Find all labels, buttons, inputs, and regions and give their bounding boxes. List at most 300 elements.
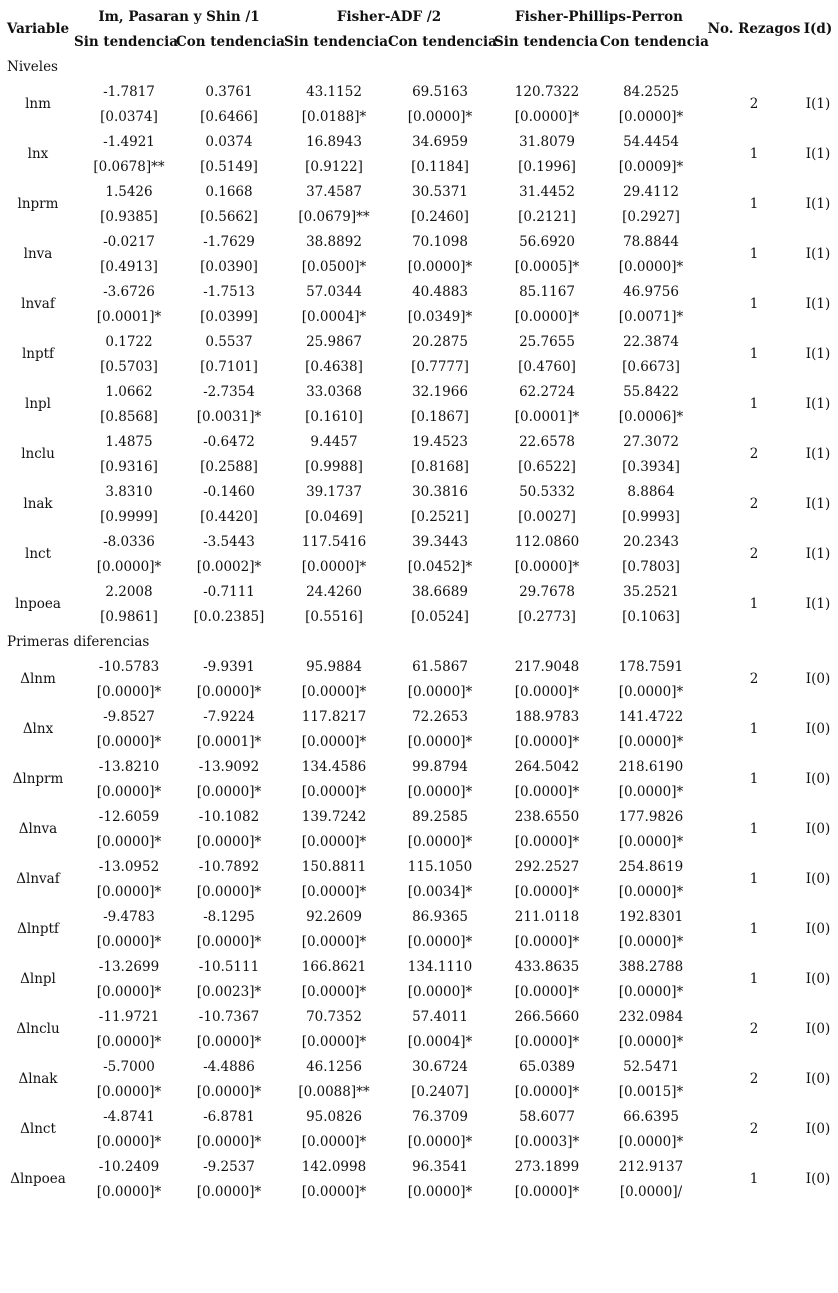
stat-value: 20.2343 xyxy=(623,534,679,550)
stat-value: 40.4883 xyxy=(412,284,468,300)
variable-name: Δlnm xyxy=(20,671,56,687)
stat-value: -10.5111 xyxy=(198,959,260,975)
p-value: [0.0000]* xyxy=(301,934,367,950)
stat-value: 56.6920 xyxy=(519,234,575,250)
p-value: [0.0000]* xyxy=(514,784,580,800)
stat-value: 70.1098 xyxy=(412,234,468,250)
stat-value: 62.2724 xyxy=(519,384,575,400)
p-value: [0.5149] xyxy=(200,159,258,175)
stat-value: 61.5867 xyxy=(412,659,468,675)
stat-value: 9.4457 xyxy=(310,434,358,450)
p-value: [0.0679]** xyxy=(298,209,370,225)
variable-name: Δlnclu xyxy=(16,1021,60,1037)
stat-value: -13.0952 xyxy=(98,859,160,875)
p-value: [0.0000]* xyxy=(96,1184,162,1200)
stat-value: 25.9867 xyxy=(306,334,362,350)
section-label: Primeras diferencias xyxy=(7,634,150,650)
order-value: I(0) xyxy=(805,971,831,987)
order-value: I(0) xyxy=(805,1021,831,1037)
lags-value: 1 xyxy=(749,146,759,162)
p-value: [0.9316] xyxy=(100,459,158,475)
stat-value: -11.9721 xyxy=(98,1009,160,1025)
stat-value: 58.6077 xyxy=(519,1109,575,1125)
p-value: [0.4638] xyxy=(305,359,363,375)
order-header: I(d) xyxy=(803,21,833,37)
p-value: [0.0390] xyxy=(200,259,258,275)
p-value: [0.0000]* xyxy=(618,884,684,900)
stat-value: 65.0389 xyxy=(519,1059,575,1075)
p-value: [0.1867] xyxy=(411,409,469,425)
stat-value: 1.5426 xyxy=(105,184,153,200)
order-value: I(1) xyxy=(805,146,831,162)
stat-value: 38.8892 xyxy=(306,234,362,250)
stat-value: 39.1737 xyxy=(306,484,362,500)
p-value: [0.0000]* xyxy=(96,934,162,950)
variable-name: lnpoea xyxy=(15,596,61,612)
stat-value: 92.2609 xyxy=(306,909,362,925)
p-value: [0.6673] xyxy=(622,359,680,375)
stat-value: 99.8794 xyxy=(412,759,468,775)
stat-value: 30.5371 xyxy=(412,184,468,200)
p-value: [0.0000]/ xyxy=(619,1184,683,1200)
stat-value: 25.7655 xyxy=(519,334,575,350)
variable-name: Δlnak xyxy=(18,1071,58,1087)
variable-name: lnclu xyxy=(21,446,55,462)
lags-header: No. Rezagos xyxy=(707,21,801,37)
stat-value: 30.6724 xyxy=(412,1059,468,1075)
lags-value: 1 xyxy=(749,871,759,887)
p-value: [0.0000]* xyxy=(618,1034,684,1050)
p-value: [0.0188]* xyxy=(301,109,367,125)
ips-con-tendencia-header: Con tendencia xyxy=(176,34,285,50)
stat-value: 33.0368 xyxy=(306,384,362,400)
p-value: [0.1996] xyxy=(518,159,576,175)
p-value: [0.5516] xyxy=(305,609,363,625)
p-value: [0.0004]* xyxy=(301,309,367,325)
stat-value: 39.3443 xyxy=(412,534,468,550)
p-value: [0.0000]* xyxy=(514,309,580,325)
p-value: [0.3934] xyxy=(622,459,680,475)
stat-value: 46.1256 xyxy=(306,1059,362,1075)
variable-name: lnak xyxy=(23,496,53,512)
stat-value: -3.6726 xyxy=(103,284,155,300)
p-value: [0.0000]* xyxy=(514,1034,580,1050)
p-value: [0.0000]* xyxy=(96,1084,162,1100)
p-value: [0.0002]* xyxy=(196,559,262,575)
stat-value: 166.8621 xyxy=(301,959,367,975)
stat-value: 30.3816 xyxy=(412,484,468,500)
p-value: [0.0678]** xyxy=(93,159,165,175)
stat-value: 96.3541 xyxy=(412,1159,468,1175)
p-value: [0.0015]* xyxy=(618,1084,684,1100)
p-value: [0.9993] xyxy=(622,509,680,525)
p-value: [0.0000]* xyxy=(618,1134,684,1150)
order-value: I(0) xyxy=(805,771,831,787)
lags-value: 2 xyxy=(749,1071,759,1087)
variable-name: Δlnprm xyxy=(12,771,64,787)
p-value: [0.5662] xyxy=(200,209,258,225)
stat-value: 31.8079 xyxy=(519,134,575,150)
stat-value: 70.7352 xyxy=(306,1009,362,1025)
p-value: [0.2588] xyxy=(200,459,258,475)
variable-name: lnct xyxy=(25,546,51,562)
stat-value: -5.7000 xyxy=(103,1059,155,1075)
p-value: [0.0000]* xyxy=(407,984,473,1000)
stat-value: 0.1668 xyxy=(205,184,253,200)
stat-value: 76.3709 xyxy=(412,1109,468,1125)
p-value: [0.0000]* xyxy=(514,559,580,575)
p-value: [0.0000]* xyxy=(96,834,162,850)
order-value: I(1) xyxy=(805,296,831,312)
p-value: [0.0000]* xyxy=(618,784,684,800)
p-value: [0.0000]* xyxy=(196,884,262,900)
p-value: [0.2773] xyxy=(518,609,576,625)
lags-value: 2 xyxy=(749,546,759,562)
stat-value: -13.8210 xyxy=(98,759,160,775)
variable-name: lnvaf xyxy=(21,296,55,312)
stat-value: 217.9048 xyxy=(514,659,580,675)
p-value: [0.0000]* xyxy=(407,834,473,850)
order-value: I(0) xyxy=(805,1121,831,1137)
p-value: [0.0000]* xyxy=(301,559,367,575)
variable-name: lnm xyxy=(25,96,51,112)
p-value: [0.0000]* xyxy=(196,684,262,700)
order-value: I(1) xyxy=(805,496,831,512)
lags-value: 2 xyxy=(749,671,759,687)
p-value: [0.0000]* xyxy=(301,1184,367,1200)
stat-value: 66.6395 xyxy=(623,1109,679,1125)
p-value: [0.0524] xyxy=(411,609,469,625)
stat-value: -12.6059 xyxy=(98,809,160,825)
stat-value: 142.0998 xyxy=(301,1159,367,1175)
p-value: [0.0000]* xyxy=(618,109,684,125)
stat-value: 52.5471 xyxy=(623,1059,679,1075)
p-value: [0.9988] xyxy=(305,459,363,475)
stat-value: -1.7513 xyxy=(203,284,255,300)
p-value: [0.0000]* xyxy=(196,834,262,850)
stat-value: 232.0984 xyxy=(618,1009,684,1025)
stat-value: 8.8864 xyxy=(627,484,675,500)
variable-name: lnprm xyxy=(17,196,59,212)
stat-value: 178.7591 xyxy=(618,659,684,675)
stat-value: 433.8635 xyxy=(514,959,580,975)
order-value: I(0) xyxy=(805,871,831,887)
variable-name: Δlnptf xyxy=(17,921,59,937)
p-value: [0.7803] xyxy=(622,559,680,575)
order-value: I(0) xyxy=(805,1071,831,1087)
p-value: [0.0000]* xyxy=(514,684,580,700)
stat-value: 115.1050 xyxy=(407,859,473,875)
stat-value: -0.0217 xyxy=(103,234,155,250)
stat-value: 266.5660 xyxy=(514,1009,580,1025)
lags-value: 1 xyxy=(749,821,759,837)
stat-value: 57.0344 xyxy=(306,284,362,300)
stat-value: 2.2008 xyxy=(105,584,153,600)
stat-value: 1.4875 xyxy=(105,434,153,450)
p-value: [0.0000]* xyxy=(407,259,473,275)
stat-value: 86.9365 xyxy=(412,909,468,925)
p-value: [0.2521] xyxy=(411,509,469,525)
p-value: [0.0.2385] xyxy=(193,609,265,625)
stat-value: 254.8619 xyxy=(618,859,684,875)
p-value: [0.9122] xyxy=(305,159,363,175)
stat-value: 0.0374 xyxy=(205,134,253,150)
lags-value: 2 xyxy=(749,496,759,512)
p-value: [0.4913] xyxy=(100,259,158,275)
p-value: [0.0000]* xyxy=(407,109,473,125)
p-value: [0.0469] xyxy=(305,509,363,525)
stat-value: 19.4523 xyxy=(412,434,468,450)
order-value: I(1) xyxy=(805,446,831,462)
stat-value: 34.6959 xyxy=(412,134,468,150)
order-value: I(1) xyxy=(805,346,831,362)
p-value: [0.0000]* xyxy=(514,1084,580,1100)
stat-value: 218.6190 xyxy=(618,759,684,775)
stat-value: 89.2585 xyxy=(412,809,468,825)
stat-value: 37.4587 xyxy=(306,184,362,200)
stat-value: -6.8781 xyxy=(203,1109,255,1125)
variable-name: lnx xyxy=(27,146,49,162)
lags-value: 1 xyxy=(749,921,759,937)
p-value: [0.0000]* xyxy=(618,934,684,950)
p-value: [0.0000]* xyxy=(196,934,262,950)
p-value: [0.0000]* xyxy=(196,1184,262,1200)
p-value: [0.0000]* xyxy=(618,834,684,850)
stat-value: 139.7242 xyxy=(301,809,367,825)
p-value: [0.0031]* xyxy=(196,409,262,425)
stat-value: 95.0826 xyxy=(306,1109,362,1125)
lags-value: 1 xyxy=(749,396,759,412)
p-value: [0.1184] xyxy=(411,159,469,175)
p-value: [0.0000]* xyxy=(301,784,367,800)
p-value: [0.0071]* xyxy=(618,309,684,325)
p-value: [0.0000]* xyxy=(96,1034,162,1050)
order-value: I(1) xyxy=(805,596,831,612)
p-value: [0.0000]* xyxy=(301,884,367,900)
stat-value: 46.9756 xyxy=(623,284,679,300)
stat-value: -9.4783 xyxy=(103,909,155,925)
adf-sin-tendencia-header: Sin tendencia xyxy=(284,34,388,50)
stat-value: 211.0118 xyxy=(514,909,580,925)
p-value: [0.6522] xyxy=(518,459,576,475)
variable-name: Δlnpoea xyxy=(10,1171,66,1187)
stat-value: -10.7367 xyxy=(198,1009,260,1025)
p-value: [0.0005]* xyxy=(514,259,580,275)
p-value: [0.6466] xyxy=(200,109,258,125)
stat-value: 120.7322 xyxy=(514,84,580,100)
stat-value: 69.5163 xyxy=(412,84,468,100)
stat-value: -4.4886 xyxy=(203,1059,255,1075)
p-value: [0.0003]* xyxy=(514,1134,580,1150)
stat-value: 72.2653 xyxy=(412,709,468,725)
order-value: I(1) xyxy=(805,246,831,262)
p-value: [0.0001]* xyxy=(196,734,262,750)
ips-group-header: Im, Pasaran y Shin /1 xyxy=(98,9,260,25)
lags-value: 2 xyxy=(749,96,759,112)
stat-value: -10.7892 xyxy=(198,859,260,875)
p-value: [0.0000]* xyxy=(96,684,162,700)
stat-value: 117.5416 xyxy=(301,534,367,550)
p-value: [0.0000]* xyxy=(96,1134,162,1150)
lags-value: 1 xyxy=(749,971,759,987)
stat-value: 38.6689 xyxy=(412,584,468,600)
p-value: [0.0000]* xyxy=(301,734,367,750)
stat-value: 141.4722 xyxy=(618,709,684,725)
p-value: [0.0088]** xyxy=(298,1084,370,1100)
pp-sin-tendencia-header: Sin tendencia xyxy=(494,34,598,50)
stat-value: -10.1082 xyxy=(198,809,260,825)
variable-name: lnptf xyxy=(21,346,55,362)
stat-value: -1.7817 xyxy=(103,84,155,100)
p-value: [0.2927] xyxy=(622,209,680,225)
variable-name: Δlnvaf xyxy=(16,871,60,887)
order-value: I(0) xyxy=(805,821,831,837)
p-value: [0.0000]* xyxy=(514,834,580,850)
p-value: [0.4760] xyxy=(518,359,576,375)
stat-value: -13.9092 xyxy=(198,759,260,775)
stat-value: 0.1722 xyxy=(105,334,153,350)
p-value: [0.0000]* xyxy=(407,934,473,950)
stat-value: -7.9224 xyxy=(203,709,255,725)
p-value: [0.0349]* xyxy=(407,309,473,325)
stat-value: 3.8310 xyxy=(105,484,153,500)
stat-value: 150.8811 xyxy=(301,859,367,875)
p-value: [0.0000]* xyxy=(301,1034,367,1050)
p-value: [0.0500]* xyxy=(301,259,367,275)
stat-value: 134.4586 xyxy=(301,759,367,775)
p-value: [0.0000]* xyxy=(196,1034,262,1050)
p-value: [0.9385] xyxy=(100,209,158,225)
order-value: I(1) xyxy=(805,396,831,412)
stat-value: 84.2525 xyxy=(623,84,679,100)
p-value: [0.9861] xyxy=(100,609,158,625)
p-value: [0.0399] xyxy=(200,309,258,325)
stat-value: 20.2875 xyxy=(412,334,468,350)
lags-value: 2 xyxy=(749,1021,759,1037)
variable-name: Δlnpl xyxy=(20,971,56,987)
ips-sin-tendencia-header: Sin tendencia xyxy=(74,34,178,50)
stat-value: 54.4454 xyxy=(623,134,679,150)
p-value: [0.0000]* xyxy=(196,1134,262,1150)
variable-name: Δlnct xyxy=(20,1121,56,1137)
p-value: [0.0000]* xyxy=(407,1134,473,1150)
stat-value: 117.8217 xyxy=(301,709,367,725)
p-value: [0.0000]* xyxy=(514,1184,580,1200)
lags-value: 1 xyxy=(749,296,759,312)
order-value: I(0) xyxy=(805,721,831,737)
p-value: [0.0000]* xyxy=(407,684,473,700)
stat-value: 0.3761 xyxy=(205,84,253,100)
stat-value: 238.6550 xyxy=(514,809,580,825)
p-value: [0.0023]* xyxy=(196,984,262,1000)
stat-value: 57.4011 xyxy=(412,1009,468,1025)
lags-value: 1 xyxy=(749,721,759,737)
p-value: [0.0000]* xyxy=(618,734,684,750)
variable-header: Variable xyxy=(6,21,70,37)
p-value: [0.0009]* xyxy=(618,159,684,175)
p-value: [0.0004]* xyxy=(407,1034,473,1050)
stat-value: 112.0860 xyxy=(514,534,580,550)
order-value: I(1) xyxy=(805,96,831,112)
stat-value: -9.9391 xyxy=(203,659,255,675)
lags-value: 1 xyxy=(749,771,759,787)
p-value: [0.0001]* xyxy=(96,309,162,325)
stat-value: -9.8527 xyxy=(103,709,155,725)
order-value: I(1) xyxy=(805,196,831,212)
stat-value: 32.1966 xyxy=(412,384,468,400)
lags-value: 1 xyxy=(749,346,759,362)
lags-value: 2 xyxy=(749,446,759,462)
p-value: [0.8568] xyxy=(100,409,158,425)
p-value: [0.2460] xyxy=(411,209,469,225)
variable-name: Δlnx xyxy=(22,721,54,737)
stat-value: 273.1899 xyxy=(514,1159,580,1175)
p-value: [0.0000]* xyxy=(407,784,473,800)
stat-value: 29.7678 xyxy=(519,584,575,600)
stat-value: 192.8301 xyxy=(618,909,684,925)
stat-value: -8.0336 xyxy=(103,534,155,550)
p-value: [0.2121] xyxy=(518,209,576,225)
p-value: [0.0000]* xyxy=(618,984,684,1000)
p-value: [0.0000]* xyxy=(514,984,580,1000)
stat-value: 29.4112 xyxy=(623,184,679,200)
lags-value: 1 xyxy=(749,1171,759,1187)
stat-value: 16.8943 xyxy=(306,134,362,150)
stat-value: 177.9826 xyxy=(618,809,684,825)
lags-value: 1 xyxy=(749,596,759,612)
p-value: [0.8168] xyxy=(411,459,469,475)
stat-value: 31.4452 xyxy=(519,184,575,200)
stat-value: 22.6578 xyxy=(519,434,575,450)
p-value: [0.5703] xyxy=(100,359,158,375)
order-value: I(1) xyxy=(805,546,831,562)
p-value: [0.0000]* xyxy=(96,559,162,575)
p-value: [0.0000]* xyxy=(301,834,367,850)
p-value: [0.0000]* xyxy=(514,934,580,950)
stat-value: -0.6472 xyxy=(203,434,255,450)
stat-value: 55.8422 xyxy=(623,384,679,400)
p-value: [0.0001]* xyxy=(514,409,580,425)
p-value: [0.0000]* xyxy=(96,984,162,1000)
stat-value: 43.1152 xyxy=(306,84,362,100)
order-value: I(0) xyxy=(805,671,831,687)
p-value: [0.0034]* xyxy=(407,884,473,900)
order-value: I(0) xyxy=(805,1171,831,1187)
stat-value: -10.2409 xyxy=(98,1159,160,1175)
p-value: [0.0000]* xyxy=(301,984,367,1000)
p-value: [0.0000]* xyxy=(407,1184,473,1200)
pp-con-tendencia-header: Con tendencia xyxy=(600,34,709,50)
stat-value: 78.8844 xyxy=(623,234,679,250)
p-value: [0.0000]* xyxy=(196,784,262,800)
p-value: [0.1610] xyxy=(305,409,363,425)
stat-value: 134.1110 xyxy=(407,959,473,975)
stat-value: 24.4260 xyxy=(306,584,362,600)
p-value: [0.4420] xyxy=(200,509,258,525)
section-label: Niveles xyxy=(7,59,58,75)
adf-con-tendencia-header: Con tendencia xyxy=(388,34,497,50)
lags-value: 1 xyxy=(749,246,759,262)
p-value: [0.0000]* xyxy=(196,1084,262,1100)
fisher-pp-group-header: Fisher-Phillips-Perron xyxy=(515,9,683,25)
stat-value: 1.0662 xyxy=(105,384,153,400)
p-value: [0.0000]* xyxy=(96,734,162,750)
stat-value: -4.8741 xyxy=(103,1109,155,1125)
p-value: [0.0374] xyxy=(100,109,158,125)
stat-value: 188.9783 xyxy=(514,709,580,725)
stat-value: 85.1167 xyxy=(519,284,575,300)
stat-value: -1.4921 xyxy=(103,134,155,150)
